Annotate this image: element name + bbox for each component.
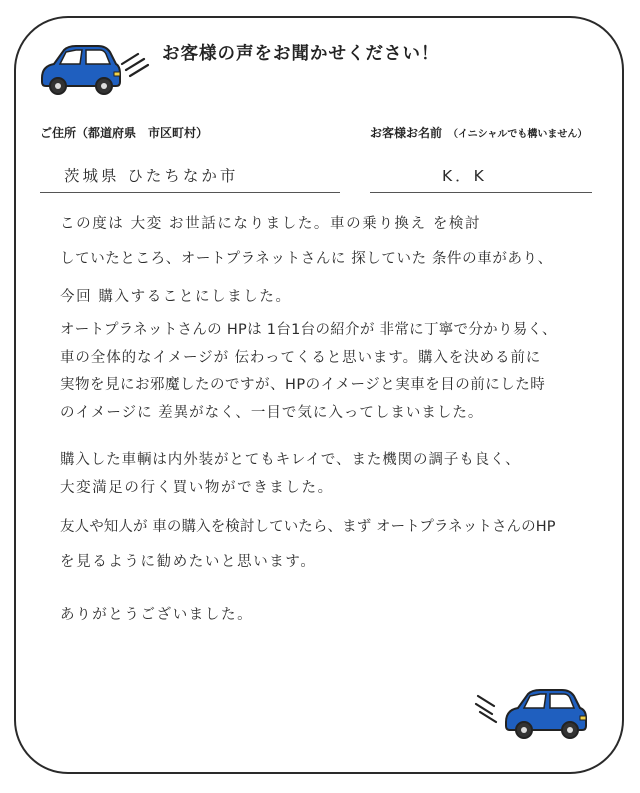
name-note: （イニシャルでも構いません） (448, 129, 588, 140)
message-line: 大変満足の行く買い物ができました。 (60, 480, 334, 496)
address-value: 茨城県 ひたちなか市 (64, 167, 239, 185)
message-line: していたところ、オートプラネットさんに 探していた 条件の車があり、 (60, 251, 553, 267)
car-icon (36, 42, 154, 100)
message-line: オートプラネットさんの HPは 1台1台の紹介が 非常に丁寧で分かり易く、 (60, 322, 557, 338)
message-line: 車の全体的なイメージが 伝わってくると思います。購入を決める前に (60, 350, 542, 366)
message-line: 購入した車輌は内外装がとてもキレイで、また機関の調子も良く、 (60, 452, 521, 468)
speed-lines (122, 54, 148, 76)
message-line: 実物を見にお邪魔したのですが、HPのイメージと実車を目の前にした時 (60, 377, 546, 393)
message-line: ありがとうございました。 (60, 607, 254, 623)
message-line: を見るように勧めたいと思います。 (60, 554, 317, 570)
address-underline (40, 192, 340, 193)
name-value: K．K (442, 167, 487, 185)
speed-lines (476, 696, 496, 722)
message-line: この度は 大変 お世話になりました。車の乗り換え を検討 (60, 216, 482, 232)
name-underline (370, 192, 592, 193)
message-line: のイメージに 差異がなく、一目で気に入ってしまいました。 (60, 405, 484, 421)
message-line: 友人や知人が 車の購入を検討していたら、まず オートプラネットさんのHP (60, 519, 556, 535)
address-label: ご住所（都道府県 市区町村） (40, 126, 209, 140)
message-line: 今回 購入することにしました。 (60, 289, 292, 305)
page-title: お客様の声をお聞かせください！ (162, 44, 440, 64)
name-label (370, 124, 587, 141)
car-icon (474, 682, 598, 746)
name-label-text: お客様お名前 (370, 126, 443, 140)
